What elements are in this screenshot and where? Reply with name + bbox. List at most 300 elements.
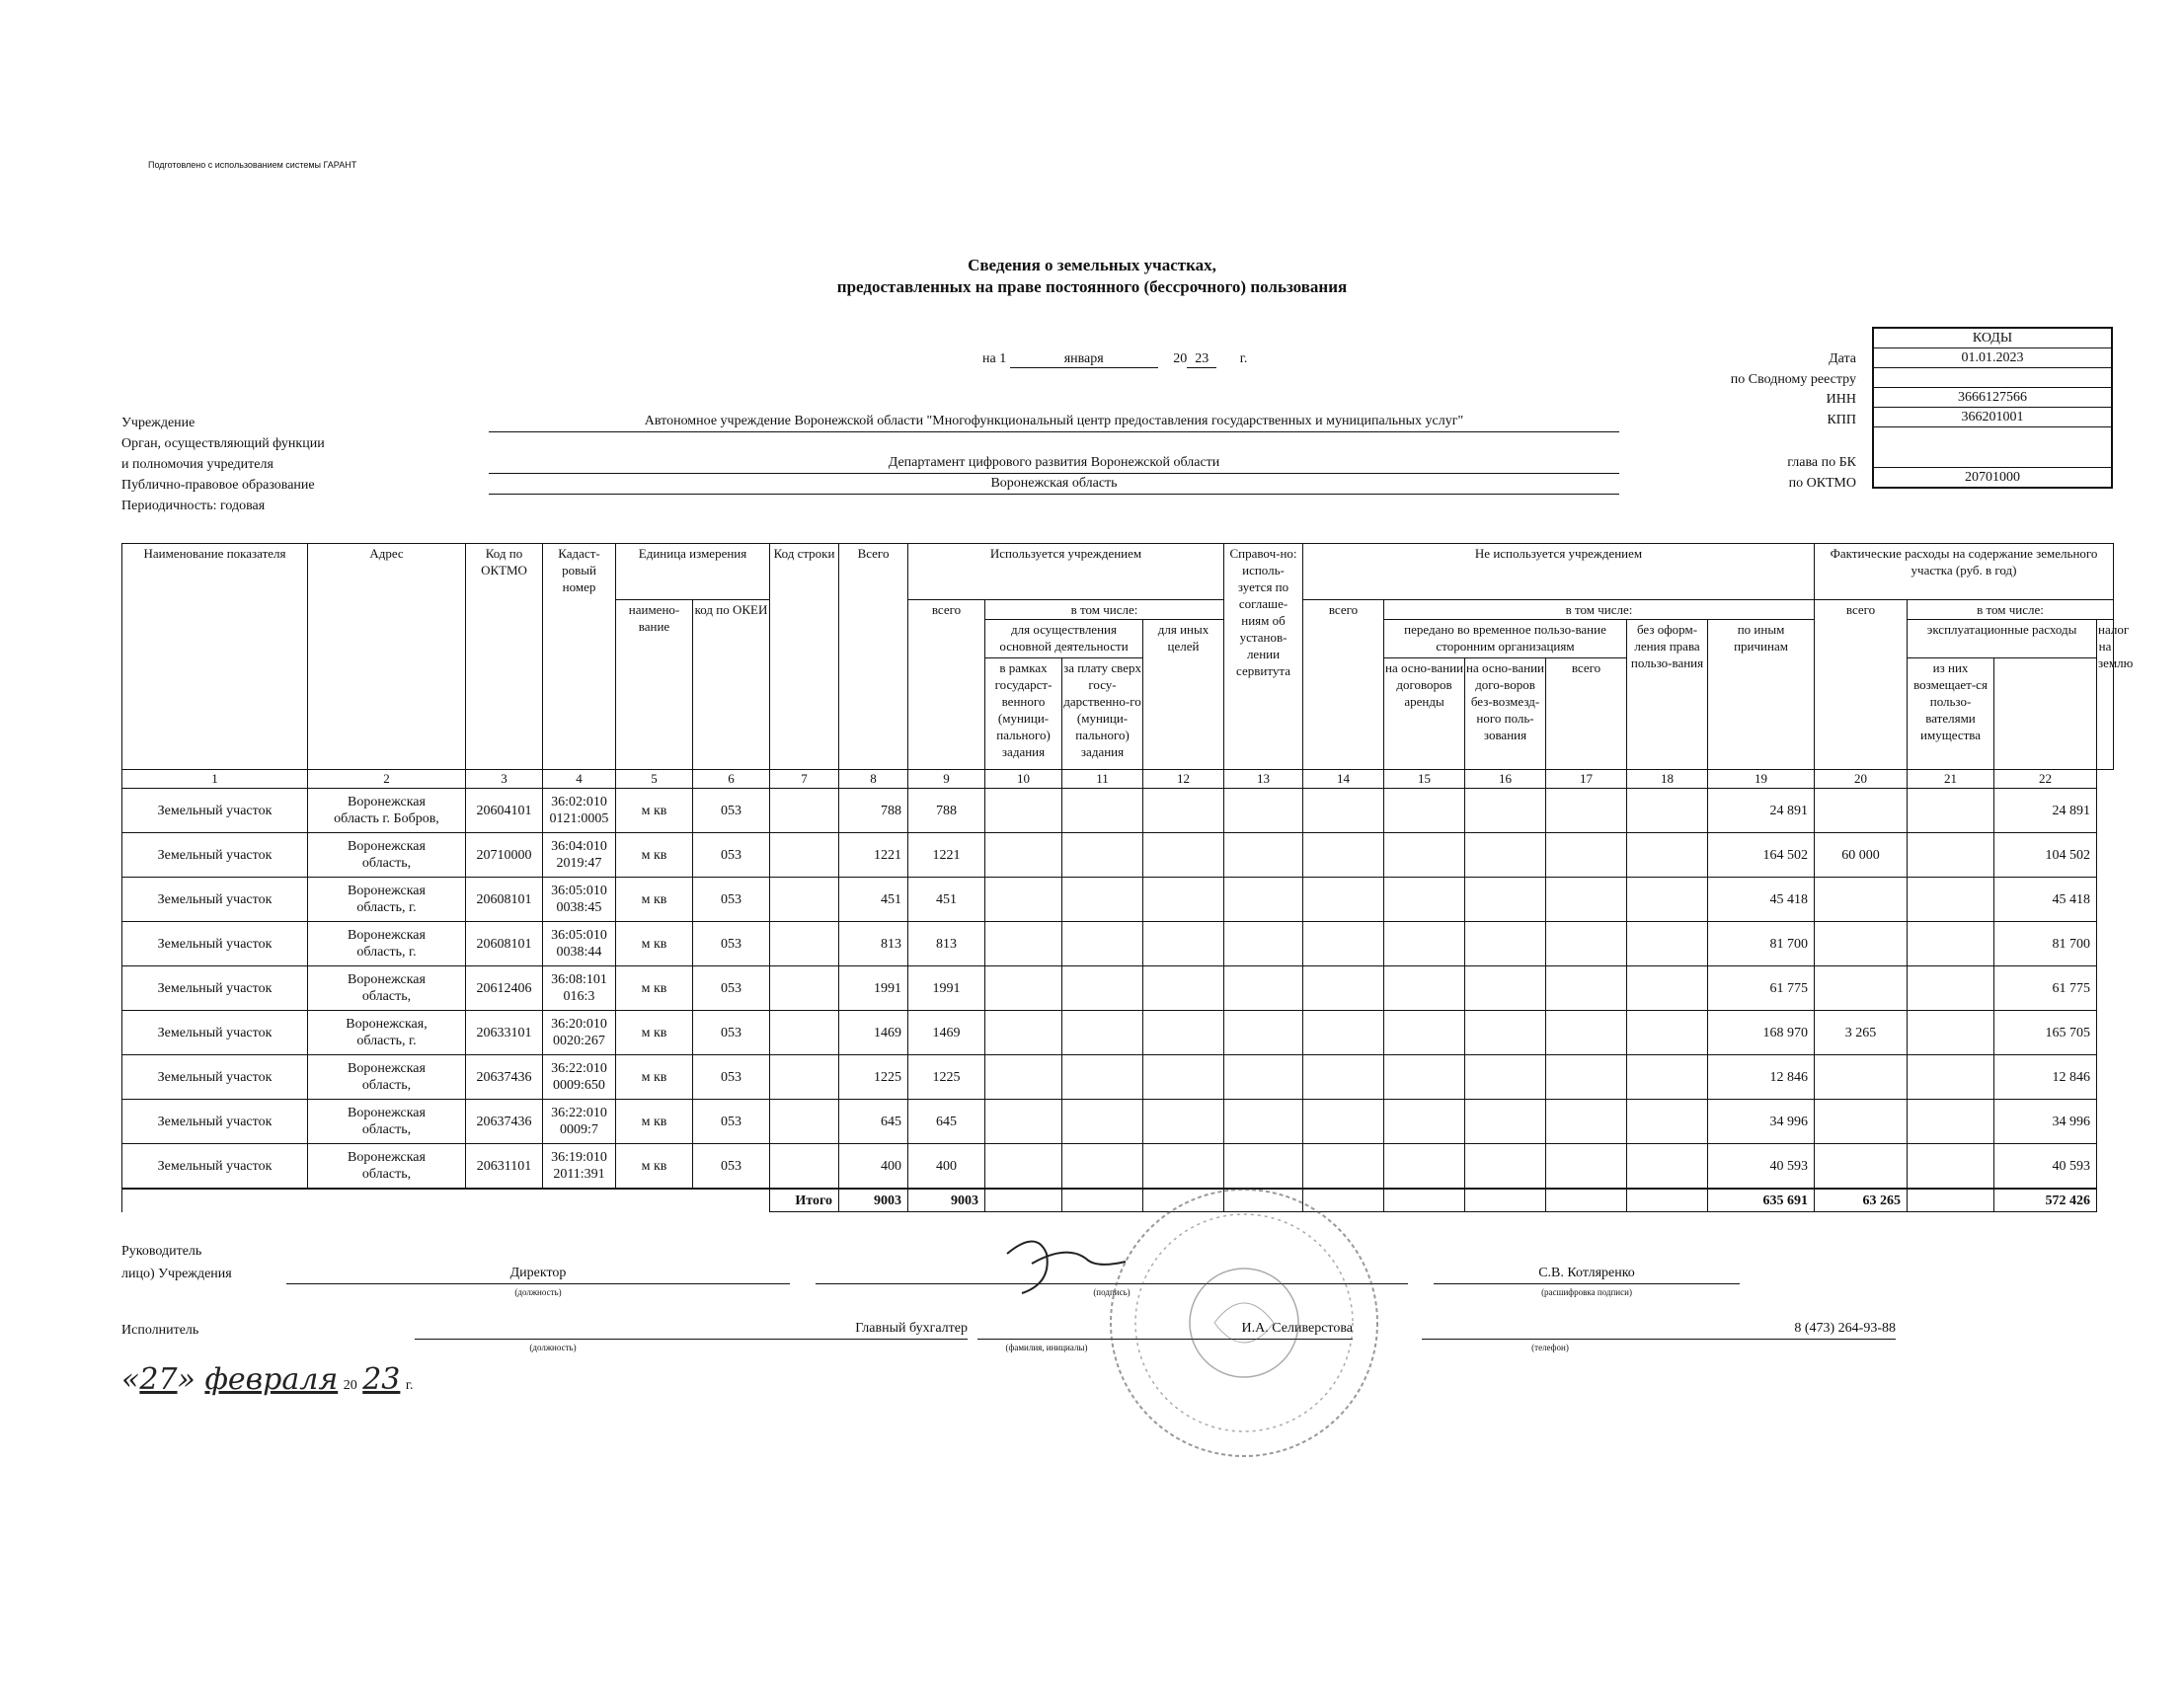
- empty-cell: [1384, 922, 1465, 966]
- label-date: Дата: [1829, 351, 1856, 366]
- row-land-tax: 165 705: [1994, 1011, 2097, 1055]
- row-used: 1469: [908, 1011, 985, 1055]
- row-unit: м кв: [616, 922, 693, 966]
- col-number: 4: [543, 770, 616, 789]
- col-number: 17: [1546, 770, 1627, 789]
- empty-cell: [1384, 789, 1465, 833]
- empty-cell: [1908, 1055, 1994, 1100]
- row-used: 1991: [908, 966, 985, 1011]
- row-address: [308, 1055, 466, 1100]
- row-okei: 053: [693, 878, 770, 922]
- empty-cell: [1546, 1144, 1627, 1190]
- row-exploit: 3 265: [1815, 1011, 1908, 1055]
- exec-label: Исполнитель: [121, 1323, 199, 1338]
- row-expenses: 45 418: [1708, 878, 1815, 922]
- codes-box: [1872, 327, 2113, 489]
- empty-cell: [1303, 1055, 1384, 1100]
- h-transferred: передано во временное пользо-вание сторонним организациям: [1384, 620, 1627, 658]
- row-okei: 053: [693, 966, 770, 1011]
- row-name: Земельный участок: [122, 833, 308, 878]
- h-exp-all: всего: [1815, 600, 1908, 770]
- row-land-tax: 61 775: [1994, 966, 2097, 1011]
- empty-cell: [1465, 789, 1546, 833]
- exec-name: И.А. Селиверстова: [977, 1321, 1353, 1340]
- row-cadastral-line1: 36:22:010: [551, 1106, 607, 1120]
- code-oktmo: 20701000: [1874, 467, 2111, 487]
- empty-cell: [985, 966, 1062, 1011]
- h-used: Используется учреждением: [908, 544, 1224, 600]
- official-seal: [1096, 1175, 1392, 1471]
- row-oktmo: 20637436: [466, 1100, 543, 1144]
- empty-cell: [1303, 1011, 1384, 1055]
- col-number: 6: [693, 770, 770, 789]
- table-row: [122, 1055, 2114, 1100]
- empty-cell: [985, 1144, 1062, 1190]
- row-land-tax: 81 700: [1994, 922, 2097, 966]
- row-cadastral-line2: 0038:44: [556, 945, 602, 960]
- row-oktmo: 20631101: [466, 1144, 543, 1190]
- row-address: [308, 1144, 466, 1190]
- col-number: 8: [839, 770, 908, 789]
- row-cadastral: [543, 1011, 616, 1055]
- col-number: 7: [770, 770, 839, 789]
- empty-cell: [1546, 1100, 1627, 1144]
- exec-position: Главный бухгалтер: [415, 1321, 968, 1340]
- empty-cell: [1546, 833, 1627, 878]
- h-address: Адрес: [308, 544, 466, 770]
- empty-cell: [1384, 878, 1465, 922]
- row-land-tax: 45 418: [1994, 878, 2097, 922]
- empty-cell: [1546, 789, 1627, 833]
- row-address: [308, 966, 466, 1011]
- row-oktmo: 20612406: [466, 966, 543, 1011]
- row-address-line2: область,: [361, 1078, 412, 1093]
- row-unit: м кв: [616, 833, 693, 878]
- caption-signature: (подпись): [1093, 1287, 1131, 1297]
- empty-cell: [1627, 1011, 1708, 1055]
- empty-cell: [1303, 789, 1384, 833]
- empty-cell: [1627, 966, 1708, 1011]
- page-title: Сведения о земельных участках, предоставленных на праве постоянного (бессрочного) пользования: [836, 256, 1348, 296]
- empty-cell: [1908, 966, 1994, 1011]
- col-number: 16: [1465, 770, 1546, 789]
- empty-cell: [1224, 789, 1303, 833]
- row-unit: м кв: [616, 878, 693, 922]
- col-number: 13: [1224, 770, 1303, 789]
- totals-used: 9003: [908, 1189, 985, 1212]
- empty-cell: [1143, 1100, 1224, 1144]
- row-total: 813: [839, 922, 908, 966]
- row-exploit: [1815, 1144, 1908, 1190]
- row-total: 1991: [839, 966, 908, 1011]
- empty-cell: [1465, 833, 1546, 878]
- empty-cell: [1627, 1144, 1708, 1190]
- empty-cell: [1224, 878, 1303, 922]
- empty-cell: [1908, 878, 1994, 922]
- row-cadastral: [543, 833, 616, 878]
- row-address-line1: Воронежская: [348, 884, 426, 898]
- row-cadastral-line1: 36:20:010: [551, 1017, 607, 1032]
- row-unit: м кв: [616, 966, 693, 1011]
- empty-cell: [1546, 878, 1627, 922]
- row-name: Земельный участок: [122, 1144, 308, 1190]
- empty-cell: [1062, 833, 1143, 878]
- row-unit: м кв: [616, 1055, 693, 1100]
- h-other-reasons: по иным причинам: [1708, 620, 1815, 770]
- empty-cell: [1143, 833, 1224, 878]
- empty-cell: [1303, 966, 1384, 1011]
- row-okei: 053: [693, 1011, 770, 1055]
- row-exploit: [1815, 922, 1908, 966]
- head-label2: лицо) Учреждения: [121, 1267, 232, 1281]
- empty-cell: [1627, 1100, 1708, 1144]
- table-row: [122, 789, 2114, 833]
- row-address-line2: область,: [361, 989, 412, 1004]
- row-address-line1: Воронежская,: [346, 1017, 428, 1032]
- empty-cell: [1384, 833, 1465, 878]
- row-cadastral-line2: 0121:0005: [549, 811, 609, 826]
- row-total: 788: [839, 789, 908, 833]
- row-cadastral-line2: 0020:267: [553, 1034, 605, 1048]
- head-label1: Руководитель: [121, 1244, 202, 1259]
- row-unit: м кв: [616, 789, 693, 833]
- row-total: 1225: [839, 1055, 908, 1100]
- code-date: 01.01.2023: [1874, 347, 2111, 367]
- row-cadastral: [543, 789, 616, 833]
- empty-cell: [1627, 922, 1708, 966]
- row-oktmo: 20637436: [466, 1055, 543, 1100]
- empty-cell: [1224, 1100, 1303, 1144]
- col-number: 5: [616, 770, 693, 789]
- empty-cell: [985, 1011, 1062, 1055]
- caption-exec-position: (должность): [529, 1343, 577, 1352]
- row-code: [770, 1144, 839, 1190]
- row-address: [308, 789, 466, 833]
- empty-cell: [985, 878, 1062, 922]
- row-cadastral-line1: 36:02:010: [551, 795, 607, 809]
- row-okei: 053: [693, 833, 770, 878]
- h-main-activity: для осуществления основной деятельности: [985, 620, 1143, 658]
- h-not-used-all: всего: [1303, 600, 1384, 770]
- row-name: Земельный участок: [122, 1055, 308, 1100]
- h-exploit-all: всего: [1546, 658, 1627, 770]
- empty-cell: [1627, 1055, 1708, 1100]
- column-numbers-row: [122, 770, 2114, 789]
- row-address-line1: Воронежская: [348, 839, 426, 854]
- empty-cell: [985, 833, 1062, 878]
- h-servitude: Справоч-но: исполь-зуется по соглаше-ниям об установ-лении сервитута: [1224, 544, 1303, 770]
- empty-cell: [1303, 878, 1384, 922]
- empty-cell: [1384, 1055, 1465, 1100]
- row-address-line2: область, г.: [356, 1034, 417, 1048]
- row-okei: 053: [693, 789, 770, 833]
- row-address-line1: Воронежская: [348, 1106, 426, 1120]
- empty-cell: [1546, 1011, 1627, 1055]
- empty-cell: [1908, 833, 1994, 878]
- row-code: [770, 833, 839, 878]
- row-land-tax: 12 846: [1994, 1055, 2097, 1100]
- row-address-line2: область,: [361, 1122, 412, 1137]
- empty-cell: [1062, 1055, 1143, 1100]
- empty-cell: [1465, 922, 1546, 966]
- empty-cell: [1546, 966, 1627, 1011]
- row-address: [308, 922, 466, 966]
- empty-cell: [1303, 1100, 1384, 1144]
- row-expenses: 81 700: [1708, 922, 1815, 966]
- row-cadastral-line1: 36:05:010: [551, 928, 607, 943]
- row-oktmo: 20608101: [466, 878, 543, 922]
- row-cadastral-line2: 016:3: [563, 989, 595, 1004]
- h-name: Наименование показателя: [122, 544, 308, 770]
- label-kpp: КПП: [1827, 413, 1856, 427]
- label-inn: ИНН: [1826, 392, 1856, 407]
- row-code: [770, 789, 839, 833]
- empty-cell: [985, 1055, 1062, 1100]
- empty-cell: [1143, 789, 1224, 833]
- empty-cell: [1303, 922, 1384, 966]
- row-cadastral-line1: 36:05:010: [551, 884, 607, 898]
- row-okei: 053: [693, 1144, 770, 1190]
- empty-cell: [1224, 833, 1303, 878]
- empty-cell: [1627, 833, 1708, 878]
- h-over-task: за плату сверх госу-дарственно-го (муници-пального) задания: [1062, 658, 1143, 770]
- periodicity: Периодичность: годовая: [121, 499, 266, 513]
- empty-cell: [1908, 1100, 1994, 1144]
- row-address: [308, 833, 466, 878]
- h-incl3: в том числе:: [1908, 600, 2114, 620]
- h-cadastral: Кадаст-ровый номер: [543, 544, 616, 770]
- row-cadastral-line2: 0009:7: [560, 1122, 598, 1137]
- row-expenses: 164 502: [1708, 833, 1815, 878]
- empty-cell: [1465, 966, 1546, 1011]
- col-number: 11: [1062, 770, 1143, 789]
- col-number: 12: [1143, 770, 1224, 789]
- row-total: 1221: [839, 833, 908, 878]
- h-incl: в том числе:: [985, 600, 1224, 620]
- garant-note: Подготовлено с использованием системы ГАРАНТ: [148, 160, 357, 170]
- row-okei: 053: [693, 922, 770, 966]
- row-cadastral: [543, 1100, 616, 1144]
- col-number: 18: [1627, 770, 1708, 789]
- row-address-line1: Воронежская: [348, 1061, 426, 1076]
- codes-title: КОДЫ: [1972, 331, 2013, 346]
- row-cadastral-line2: 2019:47: [556, 856, 602, 871]
- col-number: 22: [1994, 770, 2097, 789]
- empty-cell: [1143, 1055, 1224, 1100]
- col-number: 20: [1815, 770, 1908, 789]
- code-registry: [1874, 367, 2111, 387]
- row-name: Земельный участок: [122, 789, 308, 833]
- code-inn: 3666127566: [1874, 387, 2111, 407]
- col-number: 19: [1708, 770, 1815, 789]
- institution-name: Автономное учреждение Воронежской области "Многофункциональный центр предоставления государственных и муниципальных услуг": [489, 414, 1619, 432]
- row-code: [770, 1100, 839, 1144]
- empty-cell: [1143, 878, 1224, 922]
- empty-cell: [1908, 789, 1994, 833]
- empty-cell: [1143, 966, 1224, 1011]
- row-name: Земельный участок: [122, 1100, 308, 1144]
- row-expenses: 40 593: [1708, 1144, 1815, 1190]
- row-total: 451: [839, 878, 908, 922]
- code-kpp: 366201001: [1874, 407, 2111, 426]
- row-cadastral-line1: 36:22:010: [551, 1061, 607, 1076]
- row-unit: м кв: [616, 1144, 693, 1190]
- label-founder2: и полномочия учредителя: [121, 457, 273, 472]
- row-name: Земельный участок: [122, 878, 308, 922]
- empty-cell: [1384, 966, 1465, 1011]
- head-name: С.В. Котляренко: [1434, 1266, 1740, 1284]
- row-okei: 053: [693, 1055, 770, 1100]
- row-used: 1221: [908, 833, 985, 878]
- empty-cell: [1062, 966, 1143, 1011]
- row-used: 645: [908, 1100, 985, 1144]
- col-number: 10: [985, 770, 1062, 789]
- row-expenses: 168 970: [1708, 1011, 1815, 1055]
- empty-cell: [1143, 1011, 1224, 1055]
- table-row: [122, 878, 2114, 922]
- empty-cell: [1062, 1011, 1143, 1055]
- empty-cell: [1465, 878, 1546, 922]
- label-public: Публично-правовое образование: [121, 478, 315, 493]
- row-cadastral-line1: 36:04:010: [551, 839, 607, 854]
- row-cadastral: [543, 1055, 616, 1100]
- row-total: 400: [839, 1144, 908, 1190]
- row-cadastral-line1: 36:19:010: [551, 1150, 607, 1165]
- code-bk: [1874, 426, 2111, 467]
- h-other-goals: для иных целей: [1143, 620, 1224, 770]
- empty-cell: [1143, 922, 1224, 966]
- h-free: на осно-вании дого-воров без-возмезд-ного поль-зования: [1465, 658, 1546, 770]
- empty-cell: [1465, 1011, 1546, 1055]
- empty-cell: [1224, 1055, 1303, 1100]
- empty-cell: [1546, 922, 1627, 966]
- row-name: Земельный участок: [122, 922, 308, 966]
- row-expenses: 12 846: [1708, 1055, 1815, 1100]
- public-entity: Воронежская область: [489, 476, 1619, 495]
- col-number: 21: [1908, 770, 1994, 789]
- caption-position: (должность): [514, 1287, 562, 1297]
- label-institution: Учреждение: [121, 416, 195, 430]
- row-cadastral-line2: 2011:391: [553, 1167, 605, 1182]
- col-number: 9: [908, 770, 985, 789]
- row-used: 813: [908, 922, 985, 966]
- row-cadastral: [543, 1144, 616, 1190]
- col-number: 2: [308, 770, 466, 789]
- head-position: Директор: [286, 1266, 790, 1284]
- empty-cell: [1908, 1144, 1994, 1190]
- empty-cell: [1908, 1011, 1994, 1055]
- row-total: 1469: [839, 1011, 908, 1055]
- row-cadastral: [543, 966, 616, 1011]
- h-expenses: Фактические расходы на содержание земельного участка (руб. в год): [1815, 544, 2114, 600]
- col-number: 3: [466, 770, 543, 789]
- row-expenses: 24 891: [1708, 789, 1815, 833]
- table-row: [122, 1100, 2114, 1144]
- col-number: 14: [1303, 770, 1384, 789]
- report-date: на 1 января 20 23 г.: [982, 351, 1248, 366]
- row-oktmo: 20633101: [466, 1011, 543, 1055]
- col-number: 1: [122, 770, 308, 789]
- row-code: [770, 1011, 839, 1055]
- label-registry: по Сводному реестру: [1730, 372, 1856, 387]
- totals-land-tax: 572 426: [1994, 1189, 2097, 1212]
- label-bk: глава по БК: [1787, 455, 1856, 470]
- empty-cell: [1627, 878, 1708, 922]
- founder-name: Департамент цифрового развития Воронежской области: [489, 455, 1619, 474]
- row-land-tax: 34 996: [1994, 1100, 2097, 1144]
- empty-cell: [1303, 833, 1384, 878]
- land-plots-table: [121, 543, 2134, 1212]
- sign-date: «27» февраля 20 23 г.: [121, 1362, 414, 1397]
- h-unit-name: наимено-вание: [616, 600, 693, 770]
- empty-cell: [1224, 966, 1303, 1011]
- empty-cell: [1908, 922, 1994, 966]
- row-cadastral: [543, 878, 616, 922]
- empty-cell: [1224, 1011, 1303, 1055]
- totals-label: Итого: [770, 1189, 839, 1212]
- row-address: [308, 1100, 466, 1144]
- table-row: [122, 966, 2114, 1011]
- h-total: Всего: [839, 544, 908, 770]
- col-number: 15: [1384, 770, 1465, 789]
- row-used: 788: [908, 789, 985, 833]
- row-expenses: 61 775: [1708, 966, 1815, 1011]
- h-unit-code: код по ОКЕИ: [693, 600, 770, 770]
- empty-cell: [1384, 1011, 1465, 1055]
- empty-cell: [985, 789, 1062, 833]
- row-address-line2: область, г.: [356, 945, 417, 960]
- row-code: [770, 966, 839, 1011]
- row-address-line2: область,: [361, 856, 412, 871]
- row-oktmo: 20608101: [466, 922, 543, 966]
- row-used: 451: [908, 878, 985, 922]
- row-expenses: 34 996: [1708, 1100, 1815, 1144]
- row-cadastral-line2: 0009:650: [553, 1078, 605, 1093]
- row-address-line2: область, г.: [356, 900, 417, 915]
- table-row: [122, 833, 2114, 878]
- row-exploit: [1815, 878, 1908, 922]
- empty-cell: [1465, 1100, 1546, 1144]
- caption-name: (расшифровка подписи): [1541, 1287, 1632, 1297]
- h-reimbursed: из них возмещает-ся пользо-вателями имущества: [1908, 658, 1994, 770]
- totals-total: 9003: [839, 1189, 908, 1212]
- row-cadastral: [543, 922, 616, 966]
- exec-phone: 8 (473) 264-93-88: [1422, 1321, 1896, 1340]
- h-rent: на осно-вании договоров аренды: [1384, 658, 1465, 770]
- row-land-tax: 40 593: [1994, 1144, 2097, 1190]
- empty-cell: [985, 1100, 1062, 1144]
- row-address-line1: Воронежская: [348, 928, 426, 943]
- row-exploit: [1815, 1100, 1908, 1144]
- row-address-line2: область г. Бобров,: [334, 811, 439, 826]
- empty-cell: [1546, 1055, 1627, 1100]
- row-oktmo: 20710000: [466, 833, 543, 878]
- empty-cell: [1062, 878, 1143, 922]
- empty-cell: [1465, 1144, 1546, 1190]
- row-unit: м кв: [616, 1011, 693, 1055]
- empty-cell: [1062, 789, 1143, 833]
- row-total: 645: [839, 1100, 908, 1144]
- empty-cell: [1224, 922, 1303, 966]
- row-code: [770, 922, 839, 966]
- row-address-line1: Воронежская: [348, 795, 426, 809]
- h-no-doc: без оформ-ления права пользо-вания: [1627, 620, 1708, 770]
- row-cadastral-line2: 0038:45: [556, 900, 602, 915]
- empty-cell: [1465, 1055, 1546, 1100]
- row-address-line1: Воронежская: [348, 1150, 426, 1165]
- row-exploit: [1815, 966, 1908, 1011]
- h-land-tax: налог на землю: [2097, 620, 2114, 770]
